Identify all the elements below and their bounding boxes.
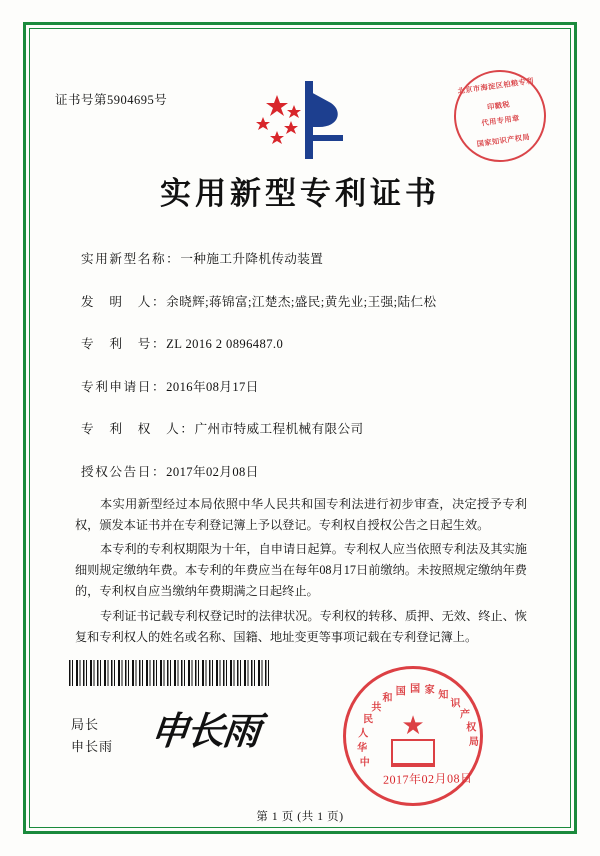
- field-value: 2017年02月08日: [166, 465, 259, 479]
- field-grant-announcement-date: [81, 461, 259, 480]
- seal-ring-text-container: 中 华 人 民 共 和 国 国 家 知 识 产 权 局: [357, 684, 479, 769]
- field-value: 2016年08月17日: [166, 380, 259, 394]
- director-title-label: 局长: [71, 717, 100, 732]
- certificate-content: [29, 28, 571, 828]
- seal-emblem-icon: [391, 739, 435, 767]
- seal-star-icon: ★: [401, 711, 425, 740]
- field-value: ZL 2016 2 0896487.0: [166, 337, 284, 351]
- field-inventors: [81, 291, 436, 310]
- field-value: 广州市特威工程机械有限公司: [194, 422, 364, 436]
- field-application-date: [81, 376, 259, 395]
- certificate-number: 证书号第5904695号: [55, 93, 168, 107]
- field-value: 余晓辉;蒋锦富;江楚杰;盛民;黄先业;王强;陆仁松: [166, 295, 437, 309]
- director-block: [71, 714, 113, 758]
- field-label: 专 利 权 人：: [81, 422, 195, 436]
- top-right-seal: [448, 64, 552, 168]
- seal-top-line1: 北京市海淀区柏粮专利: [457, 76, 535, 96]
- field-utility-model-name: [81, 248, 323, 267]
- seal-top-line3: 代用专用章: [481, 114, 521, 128]
- field-label: 授权公告日：: [81, 465, 167, 479]
- paragraph-3: 专利证书记载专利权登记时的法律状况。专利权的转移、质押、无效、终止、恢复和专利权人的姓名或名称、国籍、地址变更等事项记载在专利登记簿上。: [75, 609, 527, 644]
- page-title: 实用新型专利证书: [160, 176, 440, 211]
- field-label: 实用新型名称：: [81, 252, 181, 266]
- field-patentee: [81, 418, 363, 437]
- sipo-logo-icon: [247, 75, 357, 163]
- seal-date: 2017年02月08日: [382, 771, 473, 787]
- paragraph-1: 本实用新型经过本局依照中华人民共和国专利法进行初步审查，决定授予专利权，颁发本证书并在专利登记簿上予以登记。专利权自授权公告之日起生效。: [75, 497, 527, 532]
- director-name: 申长雨: [71, 739, 114, 754]
- field-value: 一种施工升降机传动装置: [180, 252, 324, 266]
- field-patent-number: [81, 333, 283, 352]
- barcode: [69, 660, 269, 686]
- field-label: 发 明 人：: [81, 295, 167, 309]
- field-label: 专利申请日：: [81, 380, 167, 394]
- paragraph-2: 本专利的专利权期限为十年，自申请日起算。专利权人应当依照专利法及其实施细则规定缴纳年费。本专利的年费应当在每年08月17日前缴纳。未按照规定缴纳年费的，专利权自应当缴纳年费期满之日起终止。: [75, 542, 527, 598]
- field-label: 专 利 号：: [81, 337, 167, 351]
- seal-top-line4: 国家知识产权局: [476, 133, 531, 149]
- seal-top-line2: 印戳税: [486, 100, 511, 112]
- page-footer: 第 1 页 (共 1 页): [256, 811, 344, 823]
- director-signature: 申长雨: [148, 711, 261, 753]
